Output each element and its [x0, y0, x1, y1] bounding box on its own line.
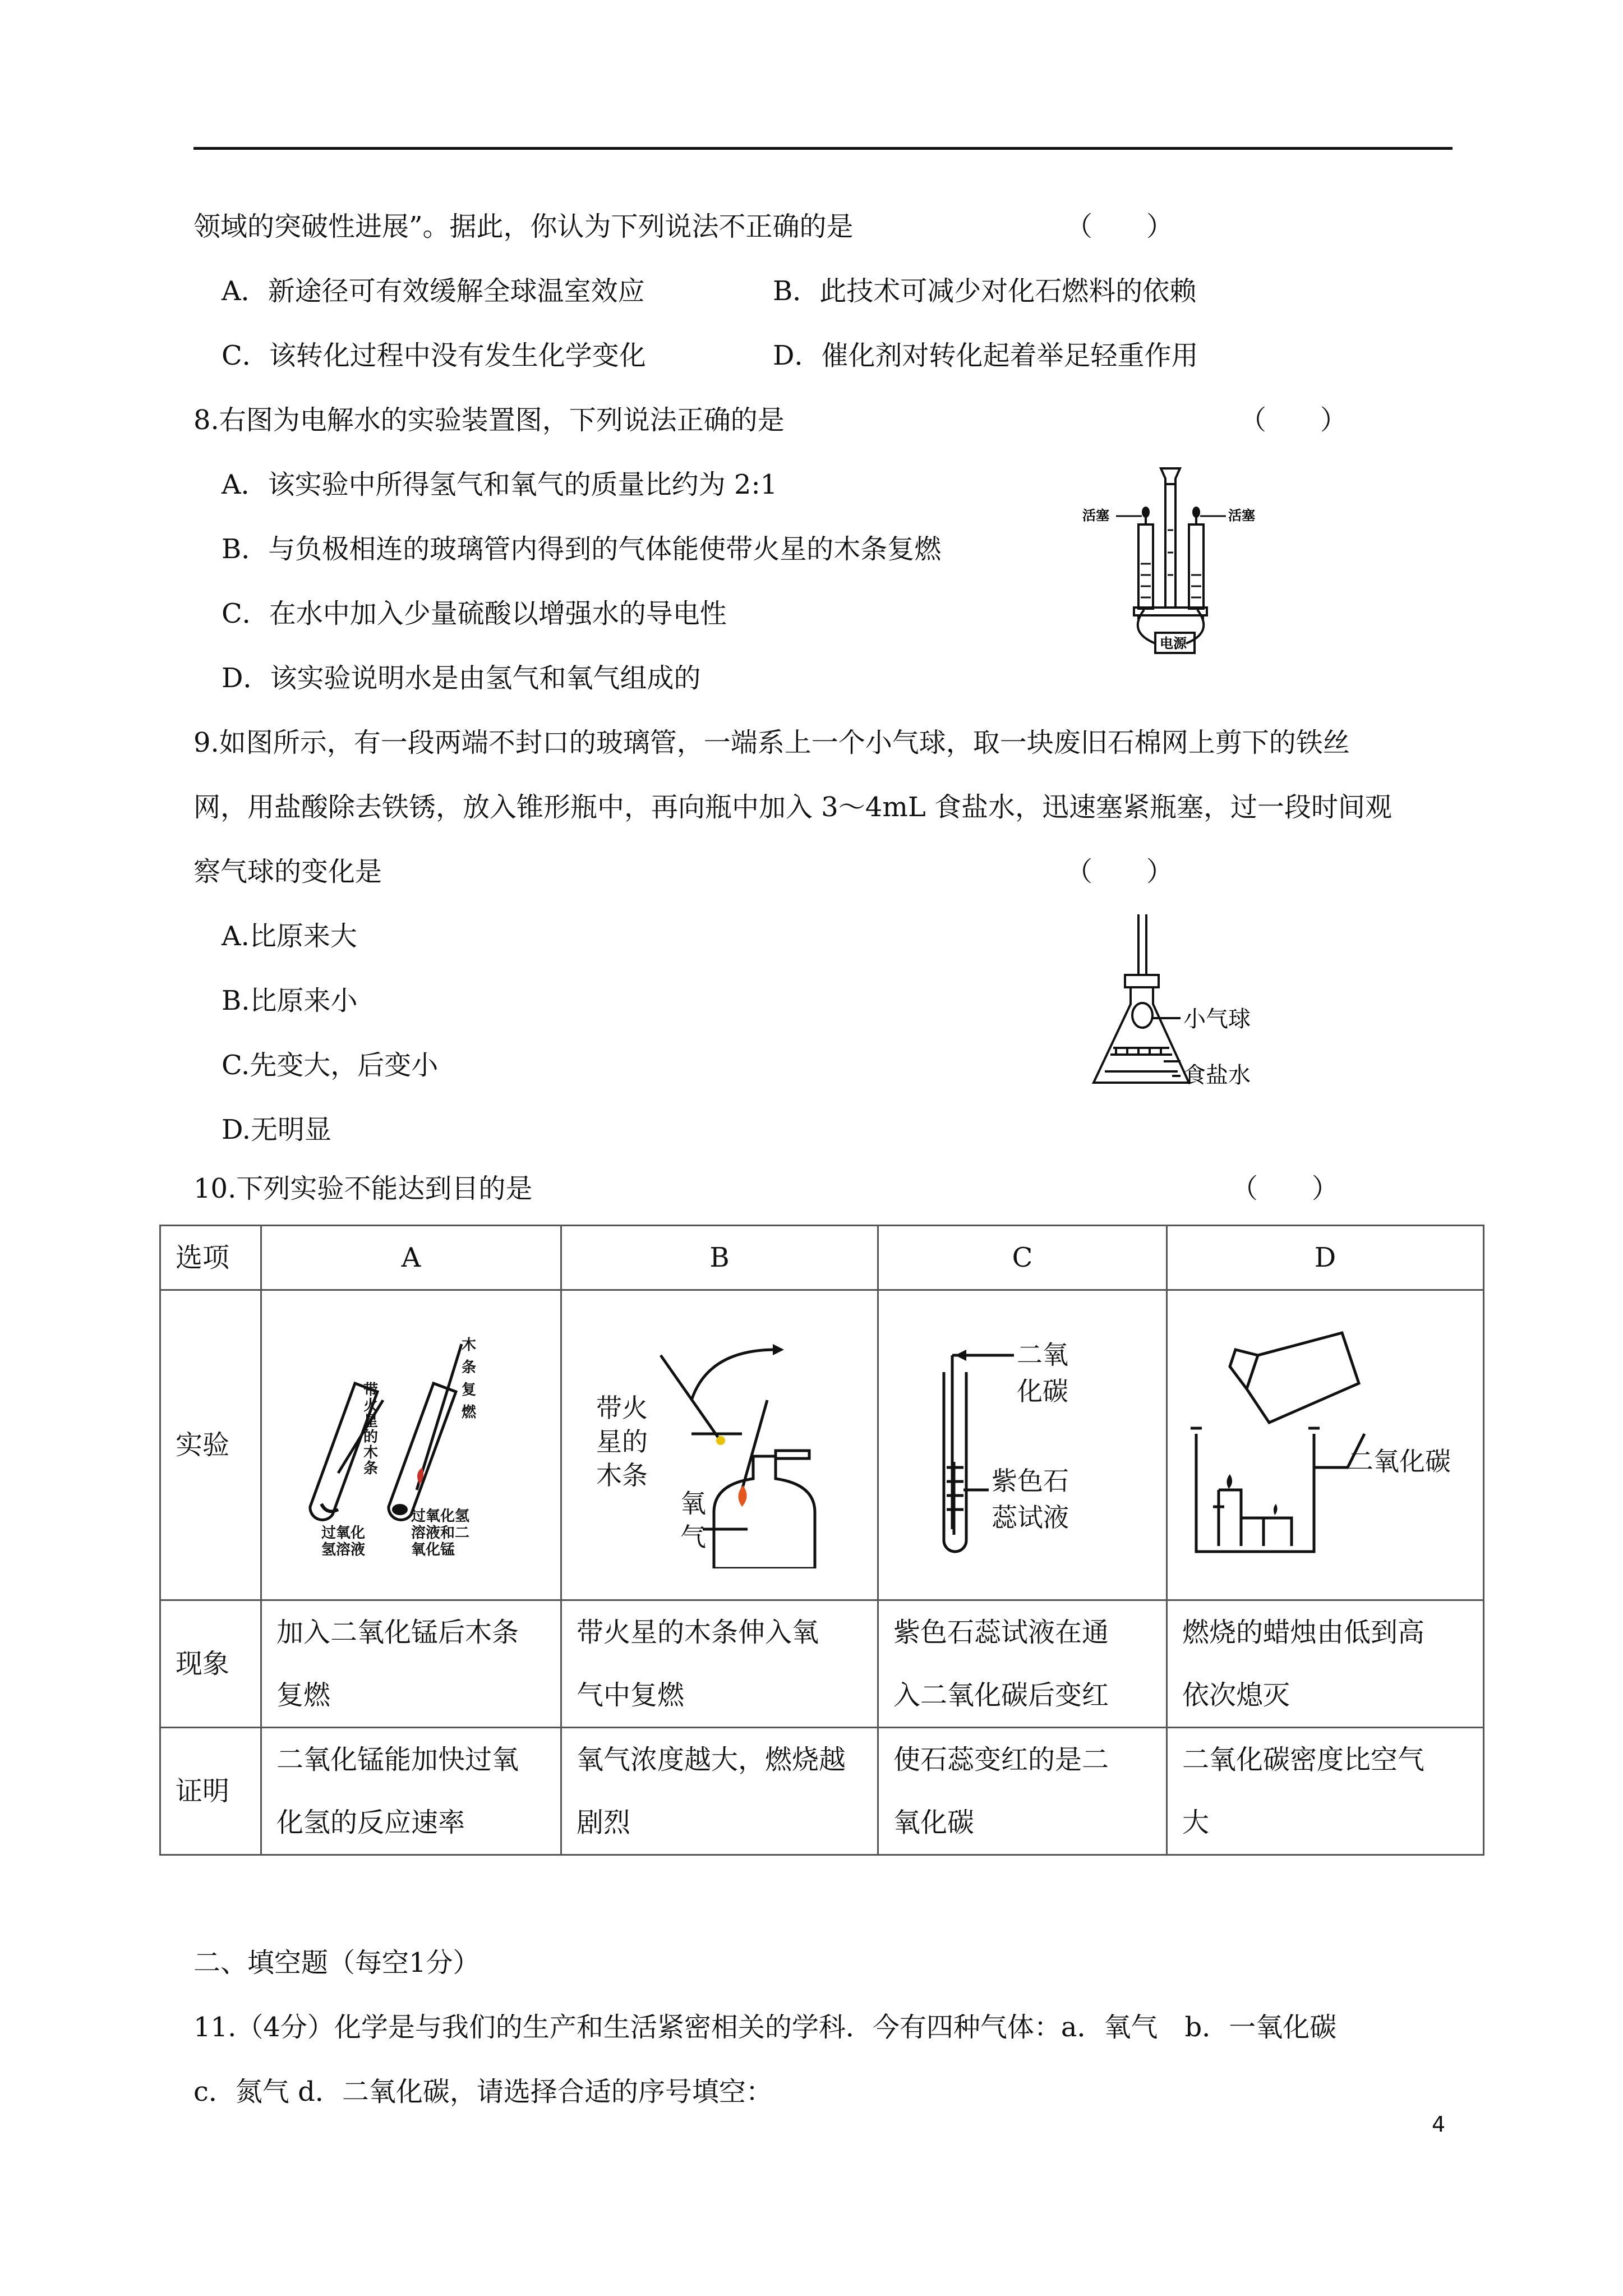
q9-stem-line-3: 察气球的变化是: [193, 856, 382, 887]
test-tube-splint-figure: [293, 1322, 529, 1568]
row-label-phenomenon: 现象: [160, 1600, 261, 1728]
c-label-t1: 二氧: [1017, 1340, 1068, 1370]
a-label-bl: 过氧化: [321, 1525, 366, 1542]
q9-option-d: D.无明显: [222, 1114, 332, 1145]
q7-option-b: B．此技术可减少对化石燃料的依赖: [773, 275, 1197, 307]
q10-answer-paren: （ ）: [1231, 1173, 1339, 1204]
q8-stem: 8.右图为电解水的实验装置图，下列说法正确的是: [193, 404, 785, 436]
a-label-r4: 燃: [462, 1404, 477, 1421]
page-number: 4: [1432, 2112, 1446, 2137]
a-label-r2: 条: [462, 1359, 477, 1376]
oxygen-bottle-figure: [574, 1322, 865, 1568]
a-label-br: 过氧化氢: [411, 1508, 470, 1525]
header-b: B: [561, 1226, 878, 1290]
phenomenon-b: 带火星的木条伸入氧 气中复燃: [561, 1600, 878, 1728]
b-label-t2: 星的: [596, 1427, 648, 1457]
phenomenon-d: 燃烧的蜡烛由低到高 依次熄灭: [1167, 1600, 1484, 1728]
q11-line-2: c．氮气 d．二氧化碳，请选择合适的序号填空：: [193, 2076, 773, 2108]
c-label-t2: 化碳: [1017, 1376, 1068, 1406]
table-header-row: [160, 1226, 1484, 1290]
table-proof-row: [160, 1728, 1484, 1855]
balloon-label: 小气球: [1183, 1006, 1251, 1032]
header-option: 选项: [160, 1226, 261, 1290]
q8-option-a: A．该实验中所得氢气和氧气的质量比约为 2:1: [222, 469, 778, 500]
q7-option-d: D．催化剂对转化起着举足轻重作用: [773, 340, 1198, 371]
proof-a: 二氧化锰能加快过氧 化氢的反应速率: [261, 1728, 561, 1855]
b-label-t1: 带火: [596, 1393, 648, 1423]
phenomenon-a: 加入二氧化锰后木条 复燃: [261, 1600, 561, 1728]
row-label-experiment: 实验: [160, 1290, 261, 1600]
proof-c: 使石蕊变红的是二 氧化碳: [878, 1728, 1167, 1855]
q10-stem: 10.下列实验不能达到目的是: [193, 1173, 533, 1204]
proof-d: 二氧化碳密度比空气 大: [1167, 1728, 1484, 1855]
q8-option-b: B．与负极相连的玻璃管内得到的气体能使带火星的木条复燃: [222, 533, 942, 565]
flask-balloon-figure: [1088, 914, 1324, 1099]
phenomenon-c: 紫色石蕊试液在通 入二氧化碳后变红: [878, 1600, 1167, 1728]
c-label-s1: 紫色石: [992, 1466, 1069, 1496]
c-label-s2: 蕊试液: [992, 1502, 1069, 1533]
a-label-br3: 氧化锰: [411, 1542, 455, 1558]
a-label-r1: 木: [462, 1337, 477, 1354]
litmus-co2-figure: [893, 1322, 1151, 1568]
a-label-l4: 的: [363, 1429, 379, 1446]
row-label-proof: 证明: [160, 1728, 261, 1855]
a-label-l1: 带: [363, 1382, 379, 1398]
b-label-o1: 氧: [680, 1488, 706, 1519]
q8-option-d: D．该实验说明水是由氢气和氧气组成的: [222, 662, 701, 694]
experiment-c-cell: [878, 1290, 1167, 1600]
q7-answer-paren: （ ）: [1066, 211, 1174, 242]
a-label-l5: 木: [363, 1444, 379, 1461]
a-label-r3: 复: [462, 1382, 477, 1398]
experiment-a-cell: [261, 1290, 561, 1600]
a-label-l3: 星: [363, 1413, 379, 1430]
table-experiment-row: [160, 1290, 1484, 1600]
right-stopcock-label: 活塞: [1228, 508, 1255, 523]
q8-option-c: C．在水中加入少量硫酸以增强水的导电性: [222, 598, 727, 629]
proof-b: 氧气浓度越大，燃烧越 剧烈: [561, 1728, 878, 1855]
header-rule: [193, 147, 1453, 150]
q9-answer-paren: （ ）: [1066, 856, 1174, 887]
q7-option-c: C．该转化过程中没有发生化学变化: [222, 340, 646, 371]
a-label-l2: 火: [363, 1397, 379, 1414]
q11-line-1: 11.（4分）化学是与我们的生产和生活紧密相关的学科．今有四种气体：a．氧气 b．一氧化碳: [193, 2012, 1337, 2043]
a-label-br2: 溶液和二: [411, 1525, 470, 1542]
q7-option-a: A．新途径可有效缓解全球温室效应: [222, 275, 645, 307]
experiment-d-cell: [1167, 1290, 1484, 1600]
a-label-bl2: 氢溶液: [321, 1542, 366, 1558]
a-label-l6: 条: [363, 1460, 379, 1477]
experiment-b-cell: [561, 1290, 878, 1600]
b-label-t3: 木条: [596, 1460, 648, 1490]
b-label-o2: 气: [680, 1522, 706, 1552]
electrolysis-apparatus-figure: [1082, 463, 1262, 659]
q9-stem-line-2: 网，用盐酸除去铁锈，放入锥形瓶中，再向瓶中加入 3～4mL 食盐水，迅速塞紧瓶塞，过一段时间观: [193, 792, 1392, 823]
d-label: 二氧化碳: [1348, 1446, 1451, 1476]
left-stopcock-label: 活塞: [1082, 508, 1109, 523]
q9-stem-line-1: 9.如图所示，有一段两端不封口的玻璃管，一端系上一个小气球，取一块废旧石棉网上剪下的铁丝: [193, 727, 1350, 758]
section-2-title: 二、填空题（每空1分）: [193, 1947, 480, 1978]
q9-option-c: C.先变大，后变小: [222, 1050, 439, 1081]
q9-option-b: B.比原来小: [222, 985, 358, 1016]
experiment-table: [159, 1225, 1484, 1856]
q9-option-a: A.比原来大: [222, 921, 357, 952]
table-phenomenon-row: [160, 1600, 1484, 1728]
power-source-label: 电源: [1160, 636, 1187, 651]
header-a: A: [261, 1226, 561, 1290]
q7-stem-tail: 领域的突破性进展”。据此，你认为下列说法不正确的是: [193, 211, 854, 242]
header-c: C: [878, 1226, 1167, 1290]
q8-answer-paren: （ ）: [1239, 404, 1348, 436]
salt-water-label: 食盐水: [1183, 1062, 1251, 1088]
header-d: D: [1167, 1226, 1484, 1290]
beaker-candles-figure: [1179, 1322, 1471, 1568]
